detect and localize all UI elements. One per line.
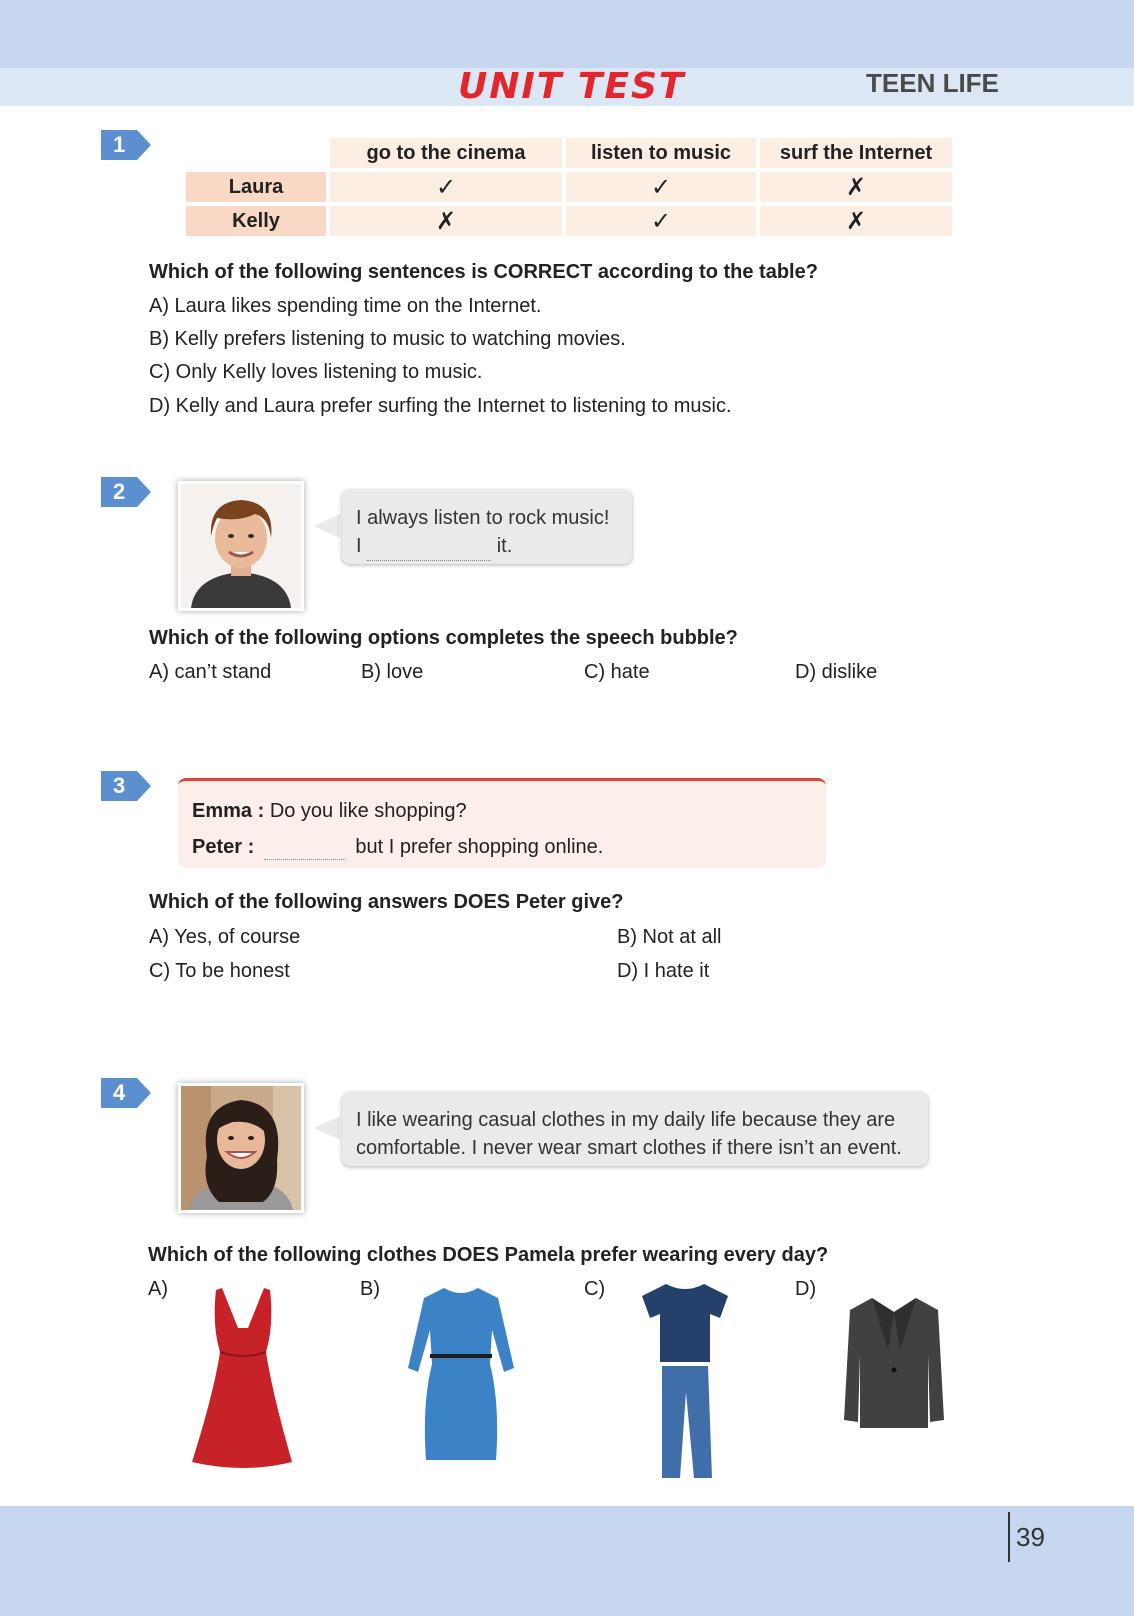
question-number-4: 4 [101, 1078, 137, 1108]
option-a[interactable]: A) Laura likes spending time on the Internet. [149, 295, 542, 317]
blazer-image[interactable] [842, 1294, 946, 1430]
question-4-text: Which of the following clothes DOES Pamela prefer wearing every day? [148, 1244, 829, 1266]
tshirt-jeans-image[interactable] [640, 1282, 730, 1482]
option-b[interactable]: B) Kelly prefers listening to music to watching movies. [149, 328, 626, 350]
bubble-line-2-start: I [356, 535, 362, 557]
bubble-line-1: I like wearing casual clothes in my daily life because they are [356, 1109, 896, 1131]
option-d[interactable]: D) dislike [795, 661, 878, 683]
mark-cell: ✓ [566, 172, 756, 202]
option-a[interactable]: A) can’t stand [149, 661, 272, 683]
option-d[interactable]: D) [795, 1278, 817, 1300]
question-number-1: 1 [101, 130, 137, 160]
speaker-peter: Peter : [192, 836, 255, 858]
bubble-line-2 [356, 532, 618, 561]
speaker-emma: Emma : [192, 800, 265, 822]
dialogue-line-emma [192, 800, 467, 823]
mark-cell: ✗ [760, 172, 952, 202]
speech-bubble-tail [314, 1116, 340, 1140]
option-c[interactable]: C) To be honest [149, 960, 290, 982]
option-c[interactable]: C) [584, 1278, 606, 1300]
question-3-text: Which of the following answers DOES Peter give? [149, 891, 624, 913]
answer-blank [264, 836, 346, 860]
table-header-cell: listen to music [566, 138, 756, 168]
option-c[interactable]: C) Only Kelly loves listening to music. [149, 361, 483, 383]
option-d[interactable]: D) Kelly and Laura prefer surfing the Internet to listening to music. [149, 395, 732, 417]
page-divider [1008, 1512, 1010, 1562]
bubble-line-2-end: it. [496, 535, 513, 557]
speech-bubble [342, 490, 632, 564]
option-d[interactable]: D) I hate it [617, 960, 710, 982]
option-b[interactable]: B) love [361, 661, 424, 683]
bubble-line-1: I always listen to rock music! [356, 507, 610, 529]
question-number-3: 3 [101, 771, 137, 801]
header-band [0, 0, 1134, 68]
blue-dress-image[interactable] [406, 1284, 516, 1464]
answer-blank [367, 532, 491, 561]
table-header-row [186, 138, 952, 168]
option-b[interactable]: B) [360, 1278, 380, 1300]
table-row [186, 206, 952, 236]
dialogue-text-1: Do you like shopping? [269, 800, 467, 822]
row-name: Kelly [186, 206, 326, 236]
option-a[interactable]: A) [148, 1278, 168, 1300]
footer-band [0, 1506, 1134, 1616]
option-c[interactable]: C) hate [584, 661, 650, 683]
row-name: Laura [186, 172, 326, 202]
unit-test-title: UNIT TEST [458, 66, 686, 107]
girl-photo [178, 1083, 304, 1213]
mark-cell: ✓ [566, 206, 756, 236]
dialogue-line-peter [192, 836, 603, 860]
table-corner [186, 138, 326, 168]
table-row [186, 172, 952, 202]
speech-bubble [342, 1092, 928, 1166]
mark-cell: ✓ [330, 172, 562, 202]
question-1-text: Which of the following sentences is CORRECT according to the table? [149, 261, 818, 283]
boy-photo [178, 481, 304, 611]
speech-bubble-tail [314, 514, 340, 538]
activity-table [182, 134, 956, 240]
mark-cell: ✗ [760, 206, 952, 236]
page-number: 39 [1016, 1522, 1045, 1552]
dialogue-text-2: but I prefer shopping online. [355, 836, 604, 858]
bubble-line-2: comfortable. I never wear smart clothes if there isn’t an event. [356, 1137, 902, 1159]
option-a[interactable]: A) Yes, of course [149, 926, 301, 948]
red-dress-image[interactable] [188, 1282, 298, 1472]
question-2-text: Which of the following options completes the speech bubble? [149, 627, 738, 649]
mark-cell: ✗ [330, 206, 562, 236]
option-b[interactable]: B) Not at all [617, 926, 722, 948]
question-number-2: 2 [101, 477, 137, 507]
section-title: TEEN LIFE [866, 68, 999, 98]
table-header-cell: go to the cinema [330, 138, 562, 168]
table-header-cell: surf the Internet [760, 138, 952, 168]
dialogue-box [178, 778, 826, 868]
